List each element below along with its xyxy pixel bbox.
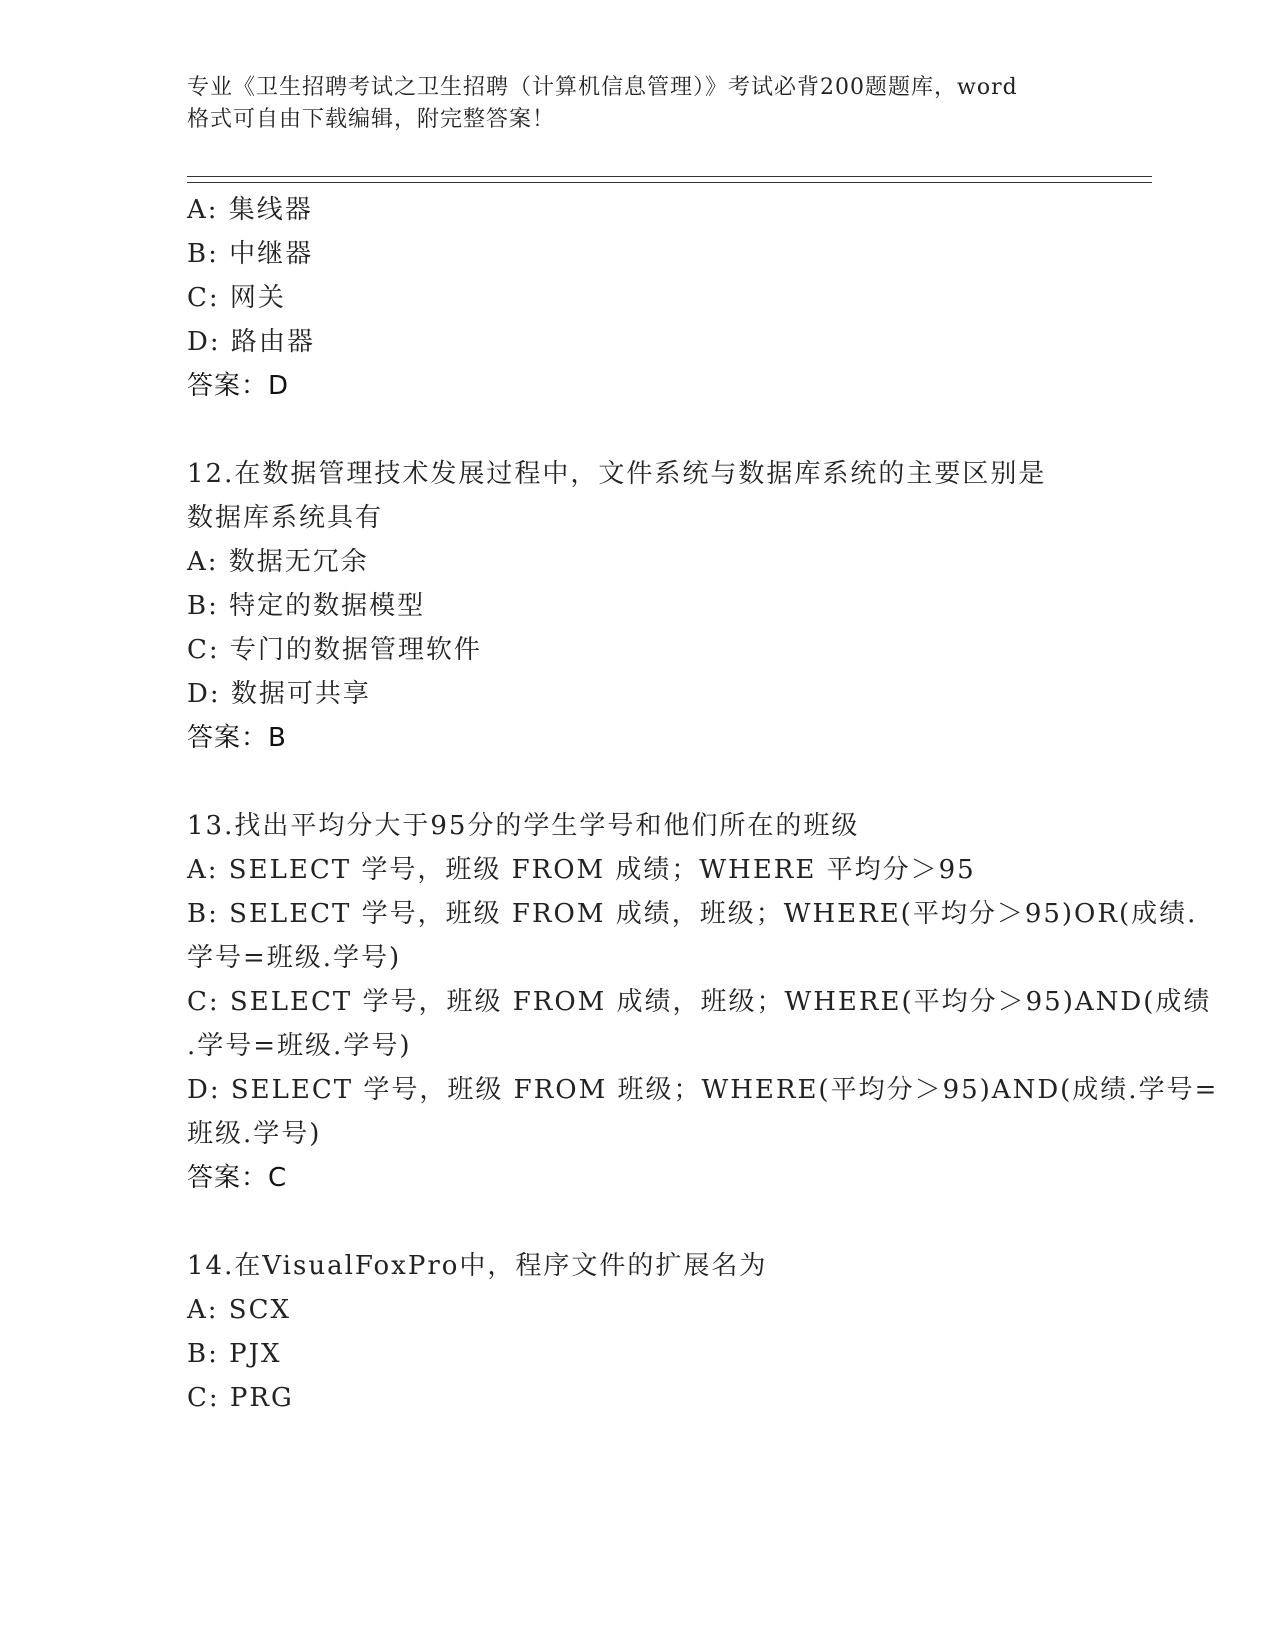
q13-option-b-cont: 学号=班级.学号) bbox=[187, 943, 402, 973]
q12-stem-line-2: 数据库系统具有 bbox=[187, 503, 384, 533]
q12-option-c: C: 专门的数据管理软件 bbox=[187, 635, 482, 665]
q12-option-b: B: 特定的数据模型 bbox=[187, 591, 426, 621]
q14-stem: 14.在VisualFoxPro中，程序文件的扩展名为 bbox=[187, 1251, 768, 1281]
q11-option-c: C: 网关 bbox=[187, 283, 286, 313]
q14-option-c: C: PRG bbox=[187, 1383, 294, 1413]
q14-option-a: A: SCX bbox=[187, 1295, 292, 1325]
q14-option-b: B: PJX bbox=[187, 1339, 282, 1369]
q13-option-a: A: SELECT 学号，班级 FROM 成绩；WHERE 平均分＞95 bbox=[187, 855, 976, 885]
header-divider-bottom bbox=[187, 182, 1152, 183]
header-line-1: 专业《卫生招聘考试之卫生招聘（计算机信息管理）》考试必背200题题库，word bbox=[187, 75, 1018, 100]
q11-option-b: B: 中继器 bbox=[187, 239, 314, 269]
q12-option-d: D: 数据可共享 bbox=[187, 679, 371, 709]
q11-option-d: D: 路由器 bbox=[187, 327, 315, 357]
q12-answer: 答案：B bbox=[187, 723, 287, 753]
q13-stem: 13.找出平均分大于95分的学生学号和他们所在的班级 bbox=[187, 811, 860, 841]
q12-stem-line-1: 12.在数据管理技术发展过程中，文件系统与数据库系统的主要区别是 bbox=[187, 459, 1047, 489]
q13-option-c-cont: .学号=班级.学号) bbox=[187, 1031, 412, 1061]
header-line-2: 格式可自由下载编辑，附完整答案！ bbox=[187, 107, 556, 132]
q13-option-d-cont: 班级.学号) bbox=[187, 1119, 322, 1149]
q11-option-a: A: 集线器 bbox=[187, 195, 313, 225]
document-header bbox=[187, 72, 1087, 136]
q13-answer: 答案：C bbox=[187, 1163, 288, 1193]
q11-answer: 答案：D bbox=[187, 371, 290, 401]
q12-option-a: A: 数据无冗余 bbox=[187, 547, 369, 577]
q13-option-b: B: SELECT 学号，班级 FROM 成绩，班级；WHERE(平均分＞95)OR(成绩. bbox=[187, 899, 1198, 929]
q13-option-c: C: SELECT 学号，班级 FROM 成绩，班级；WHERE(平均分＞95)AND(成绩 bbox=[187, 987, 1212, 1017]
header-divider-top bbox=[187, 176, 1152, 177]
q13-option-d: D: SELECT 学号，班级 FROM 班级；WHERE(平均分＞95)AND(成绩.学号= bbox=[187, 1075, 1219, 1105]
